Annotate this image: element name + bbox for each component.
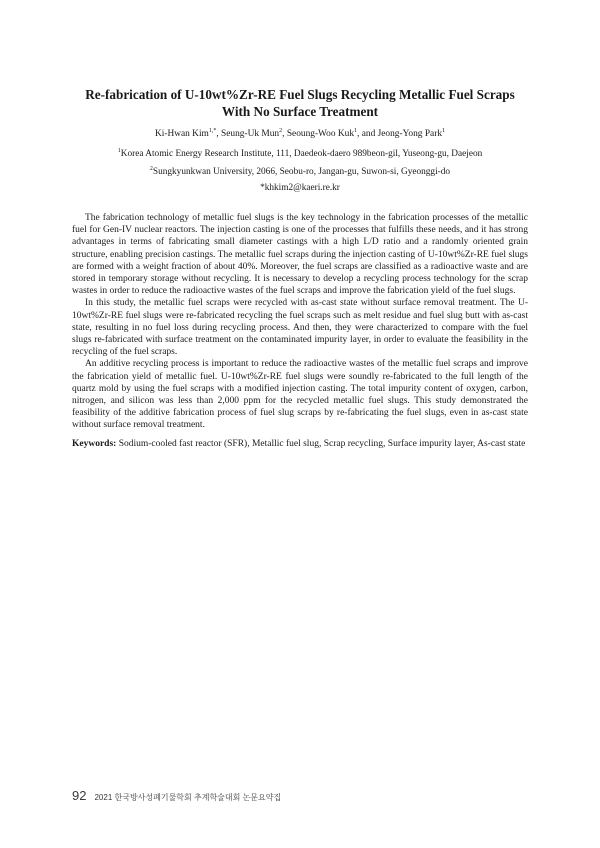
keywords-text: Sodium-cooled fast reactor (SFR), Metallic fuel slug, Scrap recycling, Surface impurity layer, As-cast state	[118, 438, 526, 449]
author-separator: ,	[216, 129, 222, 139]
affiliation-mark: 2	[149, 165, 153, 172]
affiliation-2	[40, 166, 560, 179]
author-affiliation-mark: 1	[442, 127, 446, 134]
keywords	[72, 438, 528, 450]
abstract-paragraph: The fabrication technology of metallic fuel slugs is the key technology in the fabrication processes of the metallic fuel for Gen-IV nuclear reactors. The injection casting is one of the processes that fulfills these needs, and it has strong advantages in terms of fabricating small diameter castings with a high L/D ratio and a randomly oriented grain structure, enabling precision castings. The metallic fuel scraps during the injection casting of U-10wt%Zr-RE fuel slugs are formed with a weight fraction of about 40%. Moreover, the fuel scraps are classified as a radioactive waste and are stored in temporary storage without recycling. It is necessary to develop a recycling process technology for the scrap wastes in order to reduce the radioactive wastes of the fuel scraps and improve the fabrication yield of the fuel slugs.	[72, 213, 528, 297]
affiliation-text: Korea Atomic Energy Research Institute, 111, Daedeok-daero 989beon-gil, Yuseong-gu, Daejeon	[120, 149, 483, 159]
page-number: 92	[72, 788, 87, 803]
author-affiliation-mark: 2	[279, 127, 283, 134]
author-name: Seoung-Woo Kuk	[286, 129, 355, 139]
author-name: Ki-Hwan Kim	[154, 129, 209, 139]
paper-title	[60, 86, 540, 120]
author-affiliation-mark: 1,*	[208, 127, 217, 134]
keywords-label: Keywords:	[72, 438, 117, 449]
affiliation-mark: 1	[117, 147, 121, 154]
affiliation-1	[40, 148, 560, 161]
abstract-paragraph: In this study, the metallic fuel scraps were recycled with as-cast state without surface removal treatment. The U-10wt%Zr-RE fuel slugs were re-fabricated recycling the fuel scraps such as melt residue and fuel slug butt with as-cast state, resulting in no fuel loss during recycling process. And then, they were characterized to compare with the fuel slugs re-fabricated with surface treatment on the contaminated impurity layer, in order to evaluate the feasibility in the recycling of the fuel scraps.	[72, 298, 528, 358]
author-name: Jeong-Yong Park	[377, 129, 443, 139]
author-separator: ,	[282, 129, 287, 139]
corresponding-email[interactable]: *khkim2@kaeri.re.kr	[260, 183, 340, 193]
affiliation-text: Sungkyunkwan University, 2066, Seobu-ro, Jangan-gu, Suwon-si, Gyeonggi-do	[152, 167, 451, 177]
page-footer	[72, 788, 281, 803]
abstract-body	[72, 212, 528, 450]
author-list	[60, 128, 540, 141]
abstract-paragraph: An additive recycling process is important to reduce the radioactive wastes of the metallic fuel scraps and improve the fabrication yield of metallic fuel. U-10wt%Zr-RE fuel slugs were soundly re-fabricated to the full length of the quartz mold by using the fuel scraps with a modified injection casting. The total impurity content of oxygen, carbon, nitrogen, and silicon was less than 2,000 ppm for the recycled metallic fuel slugs. This study demonstrated the feasibility of the additive fabrication process of fuel slug scraps by re-fabricating the fuel slugs, even in as-cast state without surface removal treatment.	[72, 359, 528, 431]
author-name: Seung-Uk Mun	[221, 129, 280, 139]
author-affiliation-mark: 1	[354, 127, 358, 134]
author-separator: , and	[357, 129, 378, 139]
title-line-2: With No Surface Treatment	[221, 104, 379, 119]
proceedings-title: 2021 한국방사성폐기물학회 추계학술대회 논문요약집	[94, 793, 282, 802]
title-line-1: Re-fabrication of U-10wt%Zr-RE Fuel Slugs Recycling Metallic Fuel Scraps	[85, 87, 515, 102]
